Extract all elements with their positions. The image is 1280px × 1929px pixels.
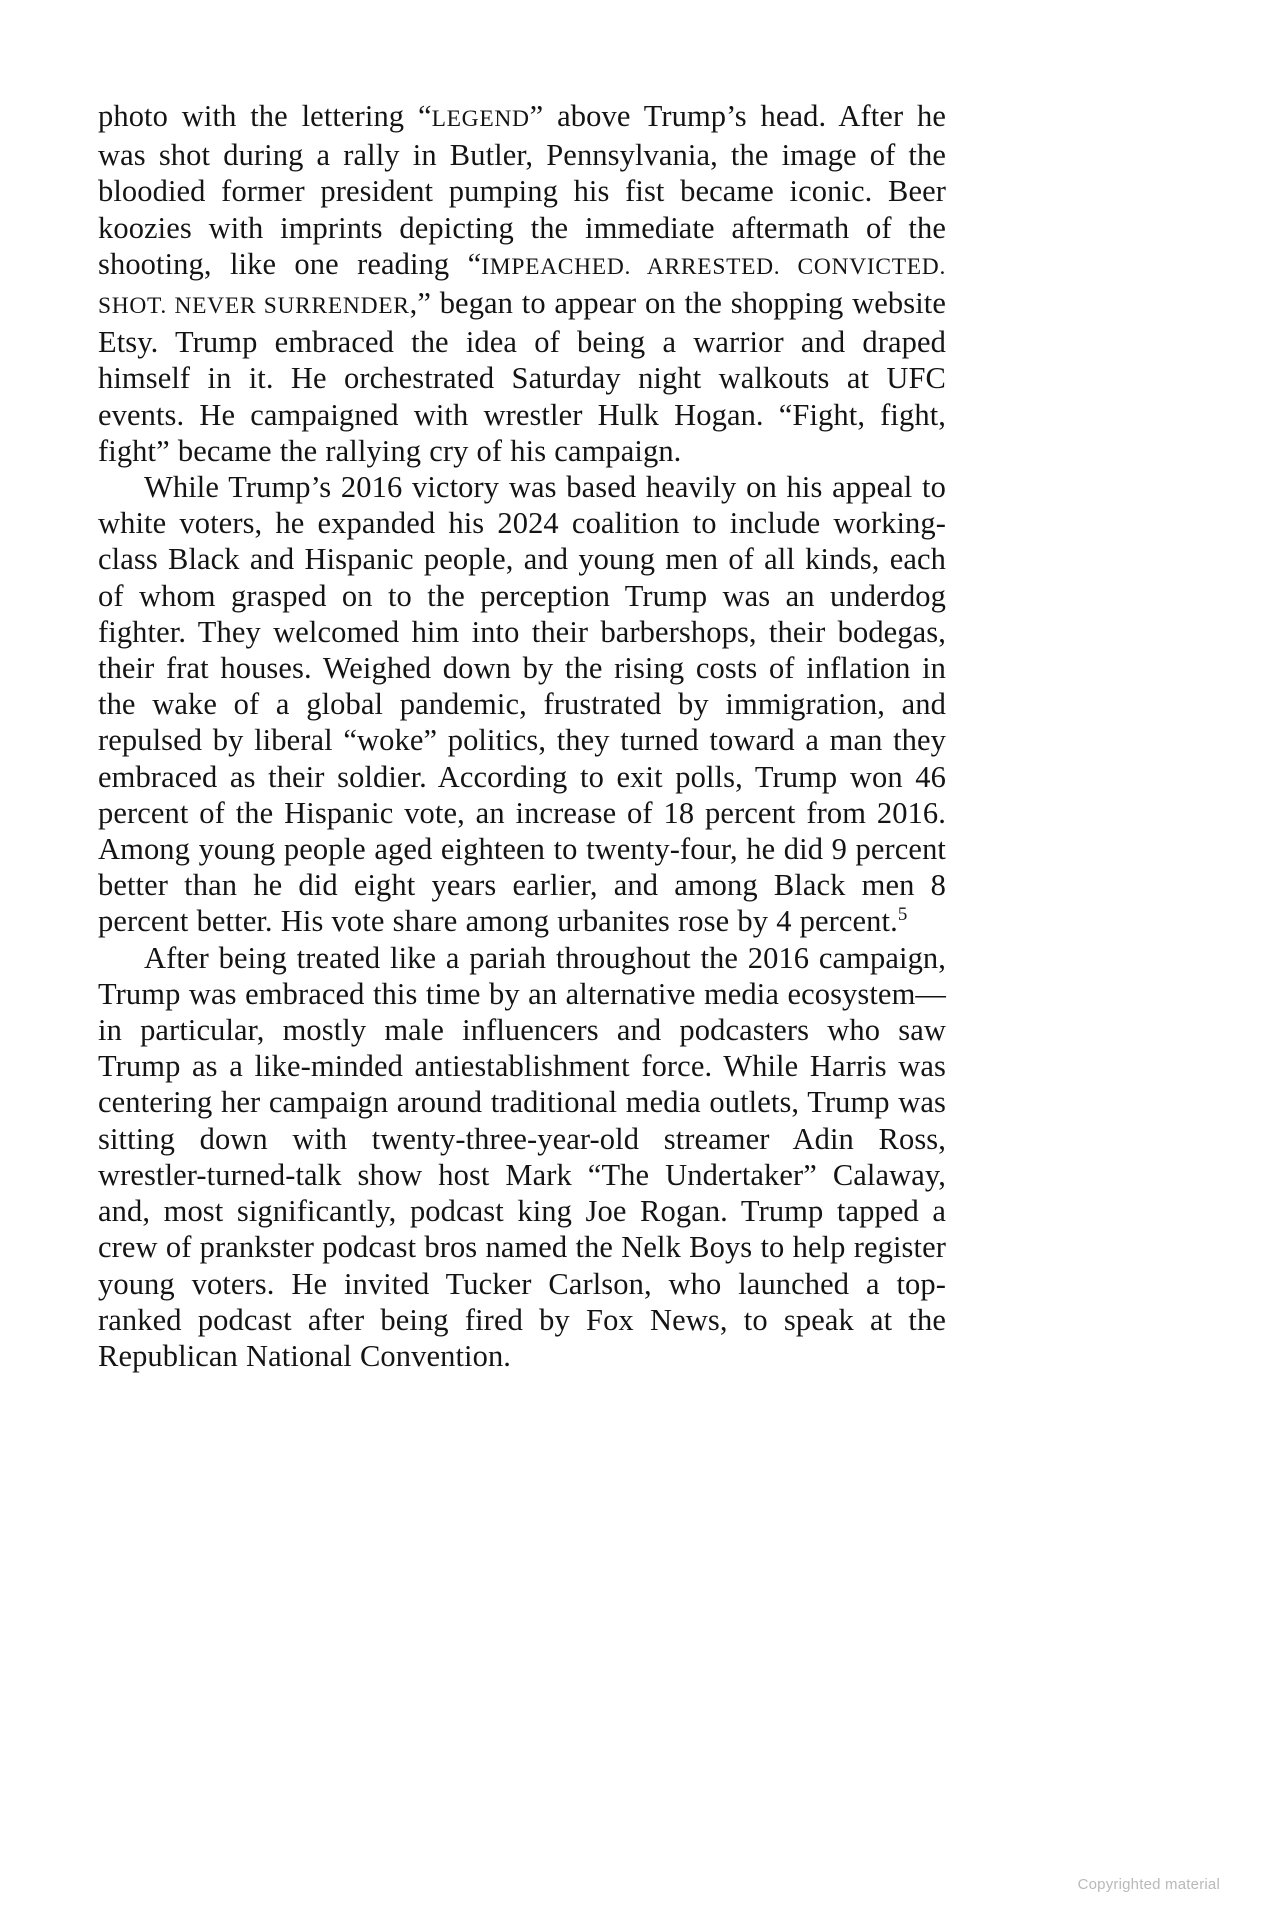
text-column — [98, 98, 946, 1374]
body-paragraph-3: After being treated like a pariah throughout the 2016 campaign, Trump was embraced this time by an alternative media ecosystem—in particular, mostly male influencers and podcasters who saw Trump as a like-minded antiestablishment force. While Harris was centering her campaign around traditional media outlets, Trump was sitting down with twenty-three-year-old streamer Adin Ross, wrestler-turned-talk show host Mark “The Undertaker” Calaway, and, most significantly, podcast king Joe Rogan. Trump tapped a crew of prankster podcast bros named the Nelk Boys to help register young voters. He invited Tucker Carlson, who launched a top-ranked podcast after being fired by Fox News, to speak at the Republican National Convention. — [98, 940, 946, 1373]
small-caps-run: IMPEACHED. ARRESTED. CONVICTED. SHOT. NEVER SURRENDER — [98, 253, 947, 320]
footnote-reference[interactable]: 5 — [897, 904, 908, 926]
body-paragraph-1: photo with the lettering “LEGEND” above Trump’s head. After he was shot during a rally in Butler, Pennsylvania, the image of the bloodied former president pumping his fist became iconic. Beer koozies with imprints depicting the immediate aftermath of the shooting, like one reading “IMPEACHED. ARRESTED. CONVICTED. SHOT. NEVER SURRENDER,” began to appear on the shopping website Etsy. Trump embraced the idea of being a warrior and draped himself in it. He orchestrated Saturday night walkouts at UFC events. He campaigned with wrestler Hulk Hogan. “Fight, fight, fight” became the rallying cry of his campaign. — [98, 99, 947, 468]
body-paragraph-2: While Trump’s 2016 victory was based heavily on his appeal to white voters, he expanded his 2024 coalition to include working-class Black and Hispanic people, and young men of all kinds, each of whom grasped on to the perception Trump was an underdog fighter. They welcomed him into their barbershops, their bodegas, their frat houses. Weighed down by the rising costs of inflation in the wake of a global pandemic, frustrated by immigration, and repulsed by liberal “woke” politics, they turned toward a man they embraced as their soldier. According to exit polls, Trump won 46 percent of the Hispanic vote, an increase of 18 percent from 2016. Among young people aged eighteen to twenty-four, he did 9 percent better than he did eight years earlier, and among Black men 8 percent better. His vote share among urbanites rose by 4 percent.$^5$ — [98, 470, 946, 939]
copyright-watermark: Copyrighted material — [1077, 1876, 1220, 1893]
small-caps-run: LEGEND — [431, 106, 530, 132]
